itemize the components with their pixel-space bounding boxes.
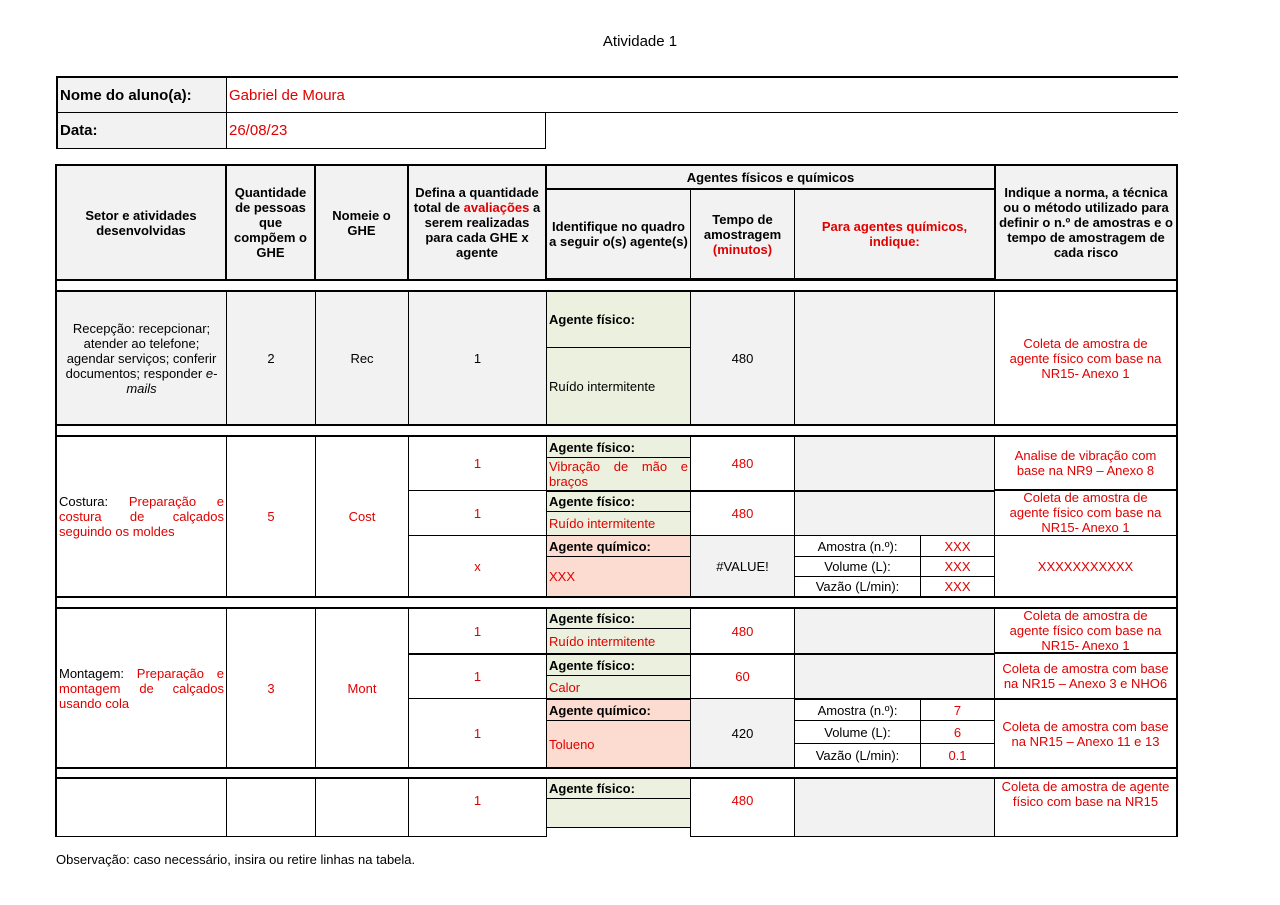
costura-tempo-3[interactable]: #VALUE! — [690, 535, 795, 598]
montagem-norma-3[interactable]: Coleta de amostra com base na NR15 – Anexo 11 e 13 — [994, 698, 1178, 769]
header-nomeie: Nomeie o GHE — [314, 164, 409, 281]
montagem-agente-value-3[interactable]: Tolueno — [546, 720, 691, 769]
costura-avaliacoes-1[interactable]: 1 — [408, 435, 547, 491]
montagem-qtd[interactable]: 3 — [226, 607, 316, 769]
header-quimicos: Para agentes químicos, indique: — [794, 189, 995, 280]
costura-quimicos-1 — [794, 435, 995, 491]
header-setor: Setor e atividades desenvolvidas — [55, 164, 227, 281]
costura-tempo-1[interactable]: 480 — [690, 435, 795, 491]
costura-agente-value-2[interactable]: Ruído intermitente — [546, 511, 691, 536]
costura-avaliacoes-2[interactable]: 1 — [408, 490, 547, 536]
montagem-vazao-value[interactable]: 0.1 — [920, 743, 995, 769]
aluno-label: Nome do aluno(a): — [56, 76, 227, 113]
recepcao-agente-label: Agente físico: — [546, 290, 691, 348]
montagem-agente-label-2: Agente físico: — [546, 653, 691, 676]
recepcao-agente-value[interactable]: Ruído intermitente — [546, 347, 691, 426]
costura-qtd[interactable]: 5 — [226, 435, 316, 598]
recepcao-setor: Recepção: recepcionar; atender ao telefone; agendar serviços; conferir documentos; responder e-mails — [55, 290, 227, 426]
montagem-volume-value[interactable]: 6 — [920, 720, 995, 744]
costura-avaliacoes-3[interactable]: x — [408, 535, 547, 598]
recepcao-nome[interactable]: Rec — [315, 290, 409, 426]
header-agentes-group: Agentes físicos e químicos — [545, 164, 996, 190]
next-qtd — [226, 777, 316, 837]
montagem-tempo-1[interactable]: 480 — [690, 607, 795, 654]
next-norma[interactable]: Coleta de amostra de agente físico com base na NR15 — [994, 777, 1178, 837]
header-identifique: Identifique no quadro a seguir o(s) agente(s) — [546, 189, 691, 280]
costura-nome[interactable]: Cost — [315, 435, 409, 598]
header-tempo: Tempo de amostragem (minutos) — [690, 189, 795, 280]
next-agente-label: Agente físico: — [546, 777, 691, 799]
aluno-value[interactable]: Gabriel de Moura — [226, 76, 1178, 113]
montagem-norma-2[interactable]: Coleta de amostra com base na NR15 – Anexo 3 e NHO6 — [994, 653, 1178, 699]
costura-norma-1[interactable]: Analise de vibração com base na NR9 – Anexo 8 — [994, 435, 1178, 491]
next-tempo[interactable]: 480 — [690, 777, 795, 837]
montagem-agente-value-2[interactable]: Calor — [546, 675, 691, 699]
costura-agente-value-1[interactable]: Vibração de mão e braços — [546, 457, 691, 491]
costura-volume-value[interactable]: XXX — [920, 556, 995, 577]
next-avaliacoes[interactable]: 1 — [408, 777, 547, 837]
header-quantidade: Quantidade de pessoas que compõem o GHE — [225, 164, 316, 281]
page-title: Atividade 1 — [602, 33, 678, 50]
montagem-agente-label-1: Agente físico: — [546, 607, 691, 629]
costura-amostra-label: Amostra (n.º): — [794, 535, 921, 557]
costura-norma-3[interactable]: XXXXXXXXXXX — [994, 535, 1178, 598]
costura-agente-label-1: Agente físico: — [546, 435, 691, 458]
montagem-avaliacoes-3[interactable]: 1 — [408, 698, 547, 769]
montagem-amostra-label: Amostra (n.º): — [794, 698, 921, 721]
data-label: Data: — [56, 112, 227, 149]
costura-setor: Costura: Preparação e costura de calçados seguindo os moldes — [55, 435, 227, 598]
costura-vazao-label: Vazão (L/min): — [794, 576, 921, 598]
next-nome — [315, 777, 409, 837]
montagem-nome[interactable]: Mont — [315, 607, 409, 769]
costura-vazao-value[interactable]: XXX — [920, 576, 995, 598]
header-norma: Indique a norma, a técnica ou o método utilizado para definir o n.º de amostras e o tempo de amostragem de cada risco — [994, 164, 1178, 281]
montagem-quimicos-2 — [794, 653, 995, 699]
costura-volume-label: Volume (L): — [794, 556, 921, 577]
costura-norma-2[interactable]: Coleta de amostra de agente físico com base na NR15- Anexo 1 — [994, 489, 1178, 536]
montagem-setor: Montagem: Preparação e montagem de calçados usando cola — [55, 607, 227, 769]
observacao-note: Observação: caso necessário, insira ou retire linhas na tabela. — [56, 852, 416, 867]
recepcao-quimicos — [794, 290, 995, 426]
costura-tempo-2[interactable]: 480 — [690, 490, 795, 536]
montagem-avaliacoes-1[interactable]: 1 — [408, 607, 547, 654]
montagem-avaliacoes-2[interactable]: 1 — [408, 653, 547, 699]
montagem-vazao-label: Vazão (L/min): — [794, 743, 921, 769]
montagem-amostra-value[interactable]: 7 — [920, 698, 995, 721]
costura-agente-value-3[interactable]: XXX — [546, 556, 691, 598]
montagem-agente-label-3: Agente químico: — [546, 698, 691, 721]
next-setor — [55, 777, 227, 837]
recepcao-avaliacoes[interactable]: 1 — [408, 290, 547, 426]
header-defina-text: Defina a quantidade total de avaliações a serem realizadas para cada GHE x agente — [413, 185, 541, 260]
montagem-agente-value-1[interactable]: Ruído intermitente — [546, 628, 691, 654]
next-quimicos — [794, 777, 995, 837]
montagem-tempo-3[interactable]: 420 — [690, 698, 795, 769]
costura-agente-label-3: Agente químico: — [546, 535, 691, 557]
montagem-tempo-2[interactable]: 60 — [690, 653, 795, 699]
next-agente-value[interactable] — [546, 798, 691, 828]
montagem-quimicos-1 — [794, 607, 995, 654]
costura-agente-label-2: Agente físico: — [546, 490, 691, 512]
data-value[interactable]: 26/08/23 — [226, 112, 546, 149]
montagem-norma-1[interactable]: Coleta de amostra de agente físico com base na NR15- Anexo 1 — [994, 607, 1178, 654]
costura-quimicos-2 — [794, 490, 995, 536]
costura-amostra-value[interactable]: XXX — [920, 535, 995, 557]
header-defina — [407, 164, 547, 281]
recepcao-qtd[interactable]: 2 — [226, 290, 316, 426]
recepcao-norma[interactable]: Coleta de amostra de agente físico com base na NR15- Anexo 1 — [994, 290, 1178, 426]
recepcao-tempo[interactable]: 480 — [690, 290, 795, 426]
montagem-volume-label: Volume (L): — [794, 720, 921, 744]
